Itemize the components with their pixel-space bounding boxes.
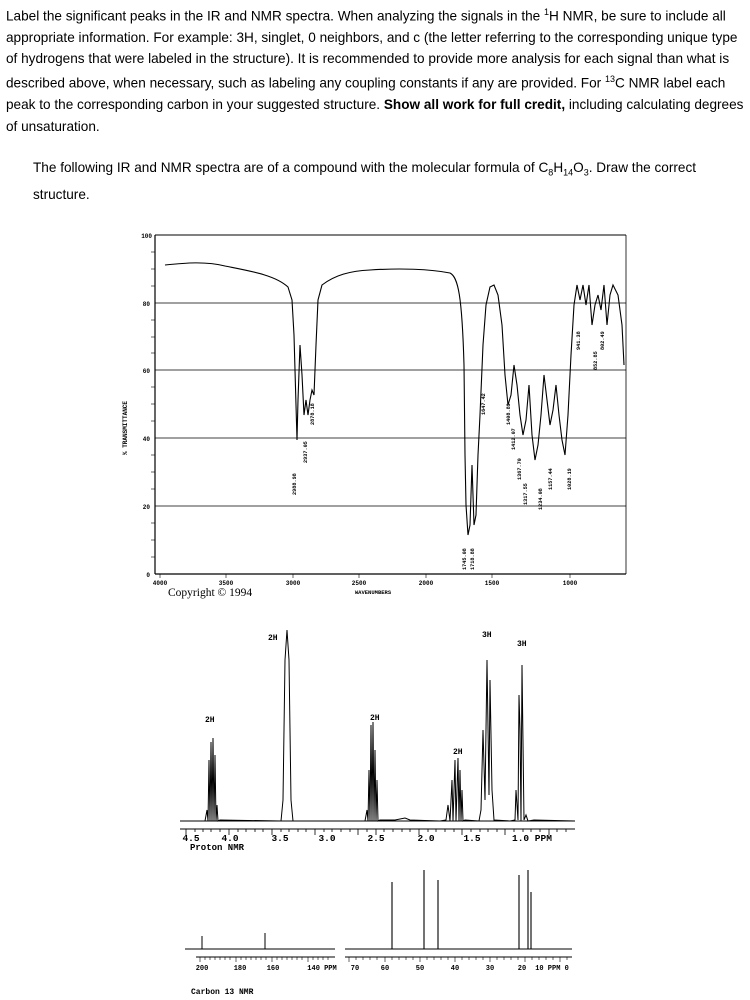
ir-xtick: 3000	[285, 580, 301, 587]
c13-axis-label: 160	[266, 965, 280, 973]
ir-peak-label: 1408.89	[506, 403, 512, 425]
hnmr-ppm-unit: 1.0 PPM	[512, 833, 552, 844]
ir-xtick: 4000	[152, 580, 168, 587]
c13-axis-label: 140 PPM	[307, 965, 337, 973]
ir-ytick: 60	[142, 368, 150, 375]
ir-ytick: 40	[142, 436, 150, 443]
ir-peak-label: 2937.05	[303, 441, 309, 463]
ir-peak-label: 1745.08	[462, 548, 468, 570]
ir-ytick: 20	[142, 504, 150, 511]
c13-axis-label: 30	[485, 965, 495, 973]
proton-nmr-trace	[180, 630, 575, 821]
hnmr-axis-label: 3.5	[271, 833, 289, 844]
ir-xtick: 3500	[218, 580, 234, 587]
c13-axis-label: 50	[415, 965, 425, 973]
c13-axis-label: 60	[380, 965, 390, 973]
ir-peak-label: 852.85	[593, 351, 599, 370]
carbon-nmr-spectrum	[0, 870, 750, 1000]
question-paragraph: The following IR and NMR spectra are of a compound with the molecular formula of $C_8H_{14}O_3$. Draw the correct structure.	[33, 160, 697, 203]
ir-peak-label: 1718.88	[470, 548, 476, 570]
hnmr-axis-label: 1.5	[463, 833, 481, 844]
ir-peak-label: 1647.42	[481, 393, 487, 415]
ir-ytick: 80	[142, 301, 150, 308]
ir-peak-label: 1317.55	[523, 483, 529, 505]
ir-xtick: 1500	[484, 580, 500, 587]
c13-axis-label: 70	[350, 965, 360, 973]
ir-peak-label: 1412.07	[511, 428, 517, 450]
hnmr-axis-label: 2.5	[367, 833, 385, 844]
ir-ytick: 100	[141, 233, 152, 240]
hnmr-axis-label: 3.0	[318, 833, 336, 844]
ir-xtick: 2500	[351, 580, 367, 587]
c13-axis-label: 20	[517, 965, 527, 973]
hnmr-title: Proton NMR	[190, 843, 245, 853]
ir-peak-label: 1234.08	[538, 488, 544, 510]
hnmr-integration: 2H	[453, 748, 463, 757]
hnmr-integration: 3H	[482, 631, 492, 640]
ir-spectrum	[0, 225, 750, 605]
ir-peak-label: 941.38	[576, 331, 582, 350]
proton-nmr-spectrum	[0, 620, 750, 860]
c13-axis-label: 10 PPM 0	[535, 965, 569, 973]
hnmr-integration: 3H	[517, 640, 527, 649]
c13-title: Carbon 13 NMR	[191, 988, 254, 997]
hnmr-axis-label: 4.5	[182, 833, 200, 844]
ir-x-axis-label: WAVENUMBERS	[354, 589, 392, 596]
ir-peak-label: 1028.19	[567, 468, 573, 490]
ir-ytick: 0	[146, 572, 150, 579]
hnmr-integration: 2H	[370, 714, 380, 723]
ir-xtick: 2000	[418, 580, 434, 587]
hnmr-integration: 2H	[268, 634, 278, 643]
hnmr-axis-label: 4.0	[221, 833, 239, 844]
ir-peak-label: 1367.70	[517, 458, 523, 480]
hnmr-integration: 2H	[205, 716, 215, 725]
ir-peak-label: 2988.98	[292, 473, 298, 495]
hnmr-axis-label: 2.0	[417, 833, 435, 844]
ir-xtick: 1000	[562, 580, 578, 587]
ir-peak-label: 2878.18	[310, 403, 316, 425]
ir-trace	[165, 263, 624, 535]
ir-y-axis-label: % TRANSMITTANCE	[122, 400, 129, 455]
ir-peak-label: 1157.44	[548, 468, 554, 490]
ir-peak-label: 802.49	[600, 331, 606, 350]
c13-axis-label: 40	[450, 965, 460, 973]
ir-copyright: Copyright © 1994	[168, 587, 253, 599]
instructions-paragraph: Label the significant peaks in the IR and NMR spectra. When analyzing the signals in the $^1$H NMR, be sure to include all appropriate information. For example: 3H, singlet, 0 neighbors, and c (the letter referring to the corresponding unique type of hydrogens that were labeled in the structure). It is recommended to provide more analysis for each signal than what is described above, when necessary, such as labeling any coupling constants if any are provided. For $^{13}$C NMR label each peak to the corresponding carbon in your suggested structure. Show all work for full credit, including calculating degrees of unsaturation.	[6, 7, 744, 134]
c13-axis-label: 180	[233, 965, 247, 973]
c13-axis-label: 200	[195, 965, 209, 973]
